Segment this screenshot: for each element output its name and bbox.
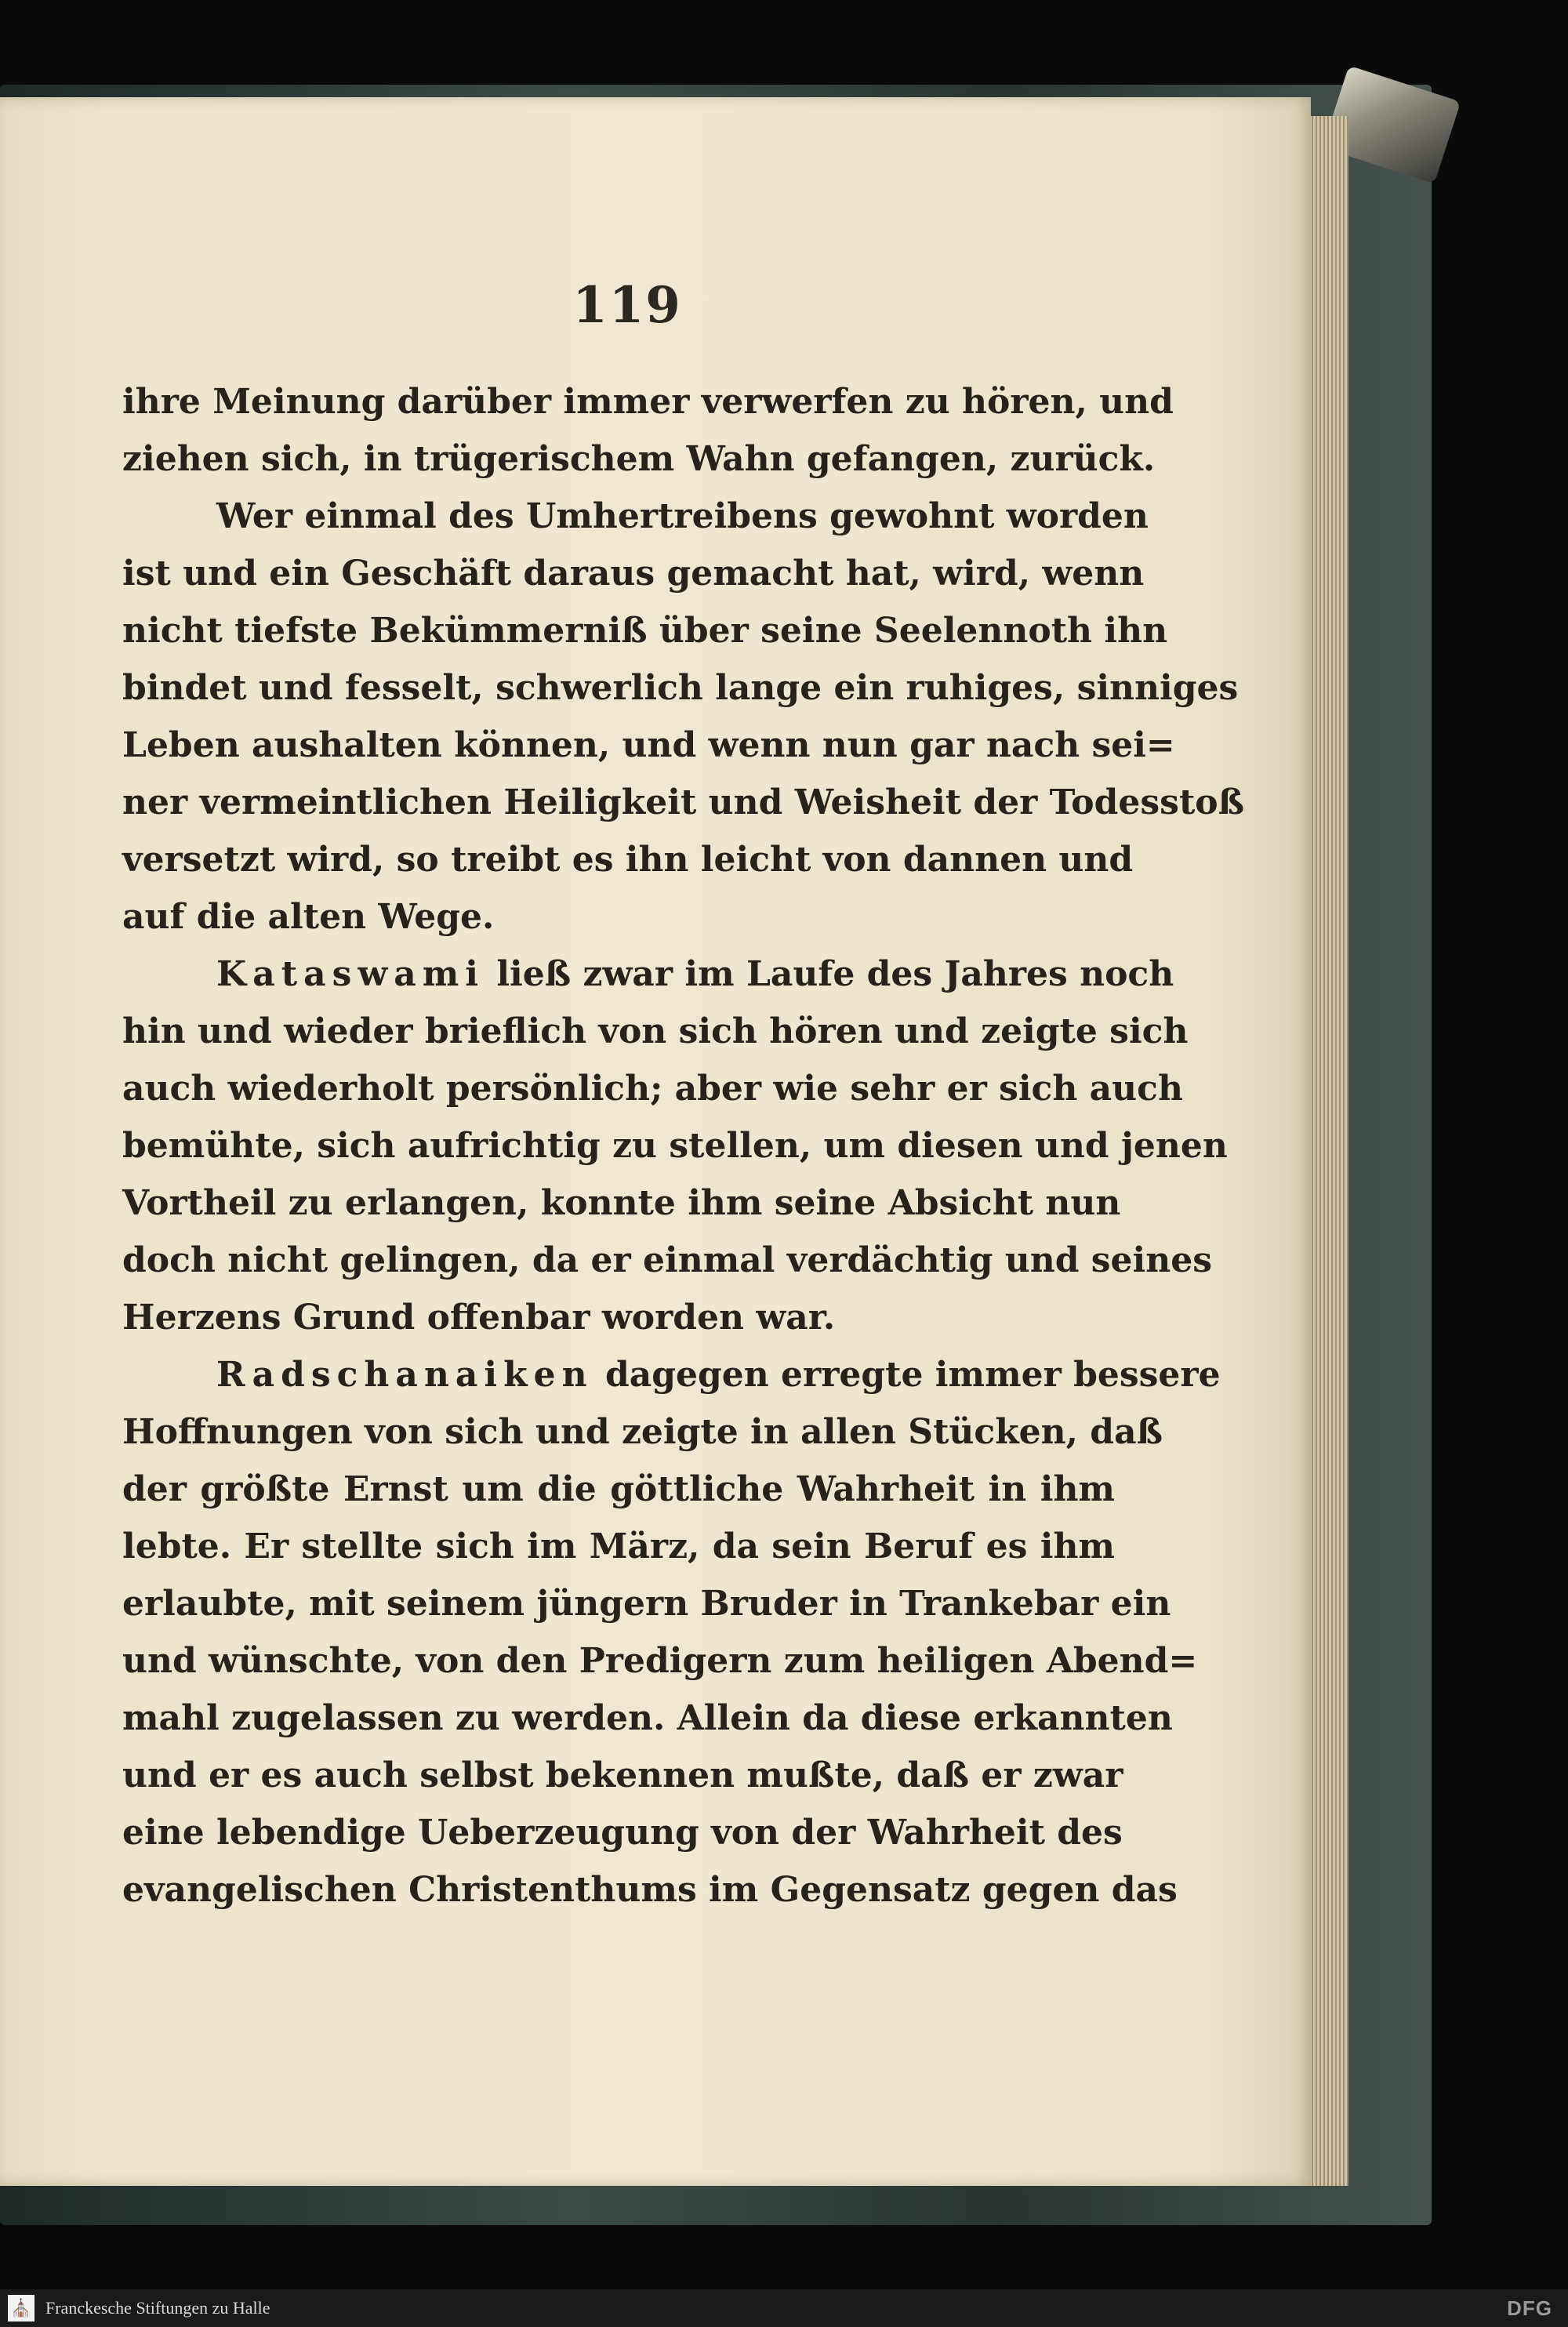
text-line: versetzt wird, so treibt es ihn leicht von dannen und — [122, 840, 1134, 880]
text-line: Hoffnungen von sich und zeigte in allen Stücken, daß — [122, 1412, 1163, 1452]
text-line: eine lebendige Ueberzeugung von der Wahrheit des — [122, 1813, 1123, 1853]
text-line: ist und ein Geschäft daraus gemacht hat, wird, wenn — [122, 554, 1145, 594]
name-kataswami: Kataswami — [216, 954, 485, 994]
text-line: nicht tiefste Bekümmerniß über seine Seelennoth ihn — [122, 611, 1168, 651]
text-line: Herzens Grund offenbar worden war. — [122, 1298, 836, 1338]
text-line: hin und wieder brieflich von sich hören und zeigte sich — [122, 1011, 1189, 1051]
text-line: lebte. Er stellte sich im März, da sein Beruf es ihm — [122, 1527, 1115, 1566]
footer-bar — [0, 2289, 1568, 2327]
text-line: mahl zugelassen zu werden. Allein da diese erkannten — [122, 1698, 1173, 1738]
text-line: Wer einmal des Umhertreibens gewohnt worden — [216, 496, 1149, 536]
text-line: ner vermeintlichen Heiligkeit und Weisheit der Todesstoß — [122, 782, 1245, 822]
text-line: auch wiederholt persönlich; aber wie sehr er sich auch — [122, 1069, 1183, 1109]
text-line: doch nicht gelingen, da er einmal verdächtig und seines — [122, 1240, 1213, 1280]
text-line: Vortheil zu erlangen, konnte ihm seine Absicht nun — [122, 1183, 1121, 1223]
text-line: bindet und fesselt, schwerlich lange ein ruhiges, sinniges — [122, 668, 1239, 708]
name-radschanaiken: Radschanaiken — [216, 1355, 593, 1395]
text-line: bemühte, sich aufrichtig zu stellen, um diesen und jenen — [122, 1126, 1228, 1166]
dfg-logo: DFG — [1507, 2296, 1552, 2320]
text-line — [122, 946, 1174, 1003]
text-line: der größte Ernst um die göttliche Wahrheit in ihm — [122, 1469, 1115, 1509]
page-number: 119 — [572, 276, 682, 335]
text-line-rest: dagegen erregte immer bessere — [604, 1355, 1221, 1395]
text-line: ihre Meinung darüber immer verwerfen zu hören, und — [122, 382, 1174, 422]
page-text — [122, 373, 1245, 1919]
text-line: erlaubte, mit seinem jüngern Bruder in Trankebar ein — [122, 1584, 1171, 1624]
text-line: ziehen sich, in trügerischem Wahn gefangen, zurück. — [122, 439, 1156, 479]
text-line: und er es auch selbst bekennen mußte, daß er zwar — [122, 1755, 1123, 1795]
text-line: Leben aushalten können, und wenn nun gar nach sei= — [122, 725, 1175, 765]
institution-logo-icon: ⛪ — [8, 2295, 34, 2322]
text-line: und wünschte, von den Predigern zum heiligen Abend= — [122, 1641, 1198, 1681]
text-line — [122, 1346, 1221, 1403]
text-line-rest: ließ zwar im Laufe des Jahres noch — [496, 954, 1174, 994]
institution-name: Franckesche Stiftungen zu Halle — [45, 2298, 270, 2318]
text-line: evangelischen Christenthums im Gegensatz gegen das — [122, 1870, 1178, 1910]
text-line: auf die alten Wege. — [122, 897, 495, 937]
